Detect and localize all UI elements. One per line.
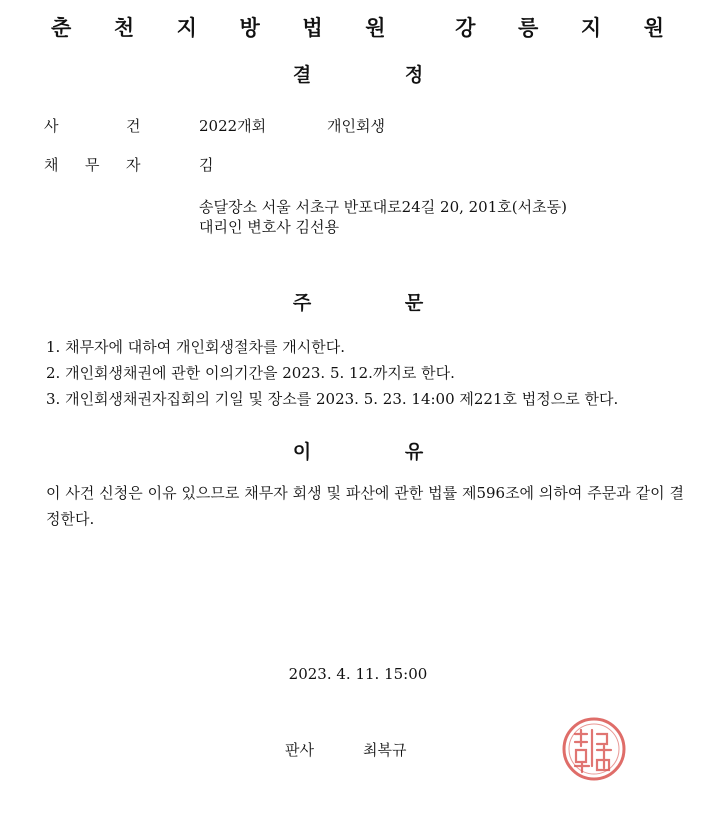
title-char: 이 [292,441,312,463]
debtor-label [44,154,167,175]
debtor-name: 김 [199,156,214,174]
reason-title [0,437,716,464]
court-char: 지 [176,16,198,40]
order-item-2: 2. 개인회생채권에 관한 이의기간을 2023. 5. 12.까지로 한다. [46,364,455,382]
court-char: 천 [113,16,136,40]
label-char: 채 [44,156,59,174]
court-char: 강 [455,16,477,40]
judge-title: 판사 [285,741,314,759]
court-main [51,16,395,40]
judge-name: 최복규 [363,741,407,759]
title-char: 문 [404,292,424,314]
order-title [0,288,716,315]
court-char: 춘 [50,16,73,40]
label-char: 무 [85,156,100,174]
case-type: 개인회생 [327,117,385,135]
label-char: 사 [44,117,59,135]
decision-date: 2023. 4. 11. 15:00 [288,665,428,683]
court-name-header [0,12,716,42]
decision-title [0,60,716,87]
label-char: 건 [126,117,141,135]
title-char: 유 [404,441,424,463]
title-char: 결 [292,64,312,86]
service-address: 송달장소 서울 서초구 반포대로24길 20, 201호(서초동) [199,198,567,216]
order-item-3: 3. 개인회생채권자집회의 기일 및 장소를 2023. 5. 23. 14:00 제221호 법정으로 한다. [46,390,619,408]
case-number: 2022개회 [199,117,267,135]
court-char: 지 [580,16,603,40]
agent-line: 대리인 변호사 김선용 [199,218,339,236]
judge-seal-icon [561,716,627,782]
title-char: 주 [292,292,312,314]
title-char: 정 [404,64,424,86]
seal-graphic [561,716,627,782]
court-branch [455,16,665,40]
court-char: 원 [365,16,387,40]
reason-text: 이 사건 신청은 이유 있으므로 채무자 회생 및 파산에 관한 법률 제596조에 의하여 주문과 같이 결정한다. [46,484,684,528]
order-item-1: 1. 채무자에 대하여 개인회생절차를 개시한다. [46,338,345,356]
court-char: 법 [302,16,324,40]
court-char: 릉 [518,16,540,40]
case-label [44,115,167,136]
label-char: 자 [126,156,141,174]
court-char: 원 [643,16,666,40]
court-char: 방 [239,16,261,40]
